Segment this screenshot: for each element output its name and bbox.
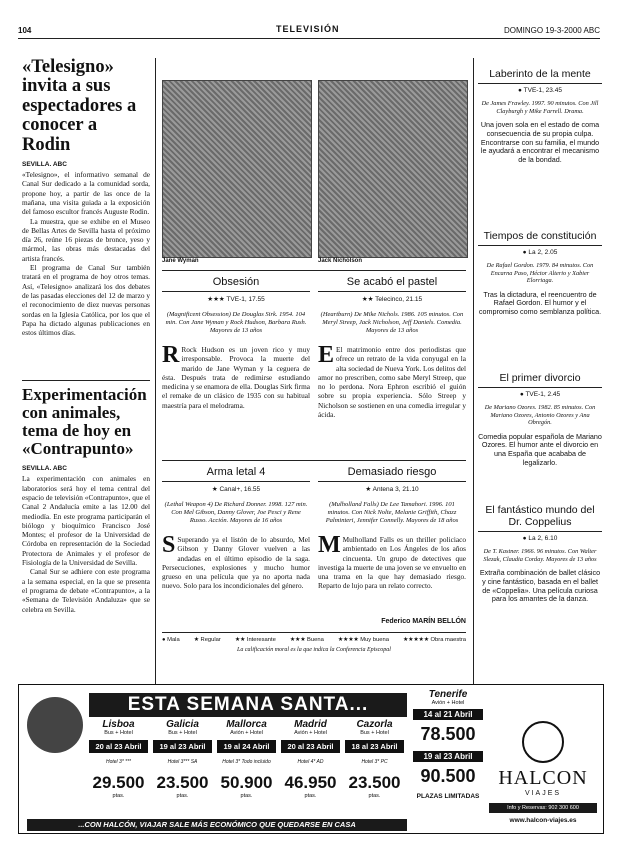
- article-headline: Experimentación con animales, tema de hoy en «Contrapunto»: [22, 385, 147, 458]
- destination-name: Madrid: [294, 719, 327, 730]
- destination-price: 46.950: [284, 773, 337, 792]
- section-title: TELEVISIÓN: [276, 24, 340, 34]
- tenerife-offer[interactable]: Tenerife Avión + Hotel 14 al 21 Abril 78.500 19 al 23 Abril 90.500 PLAZAS LIMITADAS: [413, 689, 483, 817]
- destination-name: Cazorla: [356, 719, 393, 730]
- brand-name: HALCON: [498, 767, 588, 789]
- photo-jack-nicholson: [318, 80, 468, 258]
- film-review: [318, 276, 466, 419]
- film-title: Arma letal 4: [206, 466, 266, 478]
- destination-card[interactable]: Galicia Bus + Hotel 19 al 23 Abril Hotel 3*** SA 23.500 ptas.: [153, 719, 212, 817]
- legend-item: ★★★★★ Obra maestra: [402, 637, 466, 643]
- destination-card[interactable]: Cazorla Bus + Hotel 18 al 23 Abril Hotel 3* PC 23.500 ptas.: [345, 719, 404, 817]
- article-byline: SEVILLA. ABC: [22, 465, 67, 473]
- legend-item: ● Mala: [162, 637, 180, 643]
- divider: [162, 460, 466, 461]
- destination-price: 90.500: [420, 766, 476, 786]
- film-rating: ★★ Telecinco, 21.15: [361, 296, 423, 303]
- film-credits: De James Frawley. 1997. 90 minutos. Con Jill Clayburgh y Mike Farrell. Drama.: [481, 100, 599, 115]
- destination-card[interactable]: Lisboa Bus + Hotel 20 al 23 Abril Hotel 3* *** 29.500 ptas.: [89, 719, 148, 817]
- film-credits: De Mariano Ozores. 1982. 85 minutos. Con Mariano Ozores, Antonio Ozores y Ana Obregón.: [484, 404, 596, 427]
- film-title: Se acabó el pastel: [346, 276, 438, 288]
- film-rating: ★ Canal+, 16.55: [211, 486, 261, 493]
- film-rating: ● TVE-1, 23.45: [518, 87, 562, 94]
- film-rating: ★ Antena 3, 21.10: [365, 486, 419, 493]
- article-paragraph: La experimentación con animales en laboratorios será hoy el tema central del espacio de televisión «Contrapunto», que el Canal 2 Andalucía emite a las 12.00 del mediodía. En este programa participarán el biólogo y bioquímico Francisco José Montes; el profesor de la Universidad de Córdoba en representación de la Sociedad Protectora de Animales y el profesor de Fisiología de la Universidad de Sevilla.: [22, 474, 150, 568]
- sidebar-film: [478, 230, 602, 317]
- film-rating: ★★★ TVE-1, 17.55: [207, 296, 265, 303]
- film-credits: De Rafael Gordon. 1979. 84 minutos. Con Encarna Paso, Héctor Alterio y Xabier Elorriaga.: [486, 262, 594, 285]
- film-credits: (Magnificent Obsession) De Douglas Sirk. 1954. 104 min. Con Jane Wyman y Rock Hudson, Barbara Rush. Mayores de 13 años: [165, 311, 307, 334]
- film-title: El fantástico mundo del Dr. Coppelius: [485, 504, 595, 528]
- destination-card[interactable]: Madrid Avión + Hotel 20 al 23 Abril Hotel 4* AD 46.950 ptas.: [281, 719, 340, 817]
- article-headline: «Telesigno» invita a sus espectadores a conocer a Rodin: [22, 57, 137, 155]
- destination-price: 50.900: [220, 773, 273, 792]
- globe-logo: [27, 697, 83, 753]
- film-title: Demasiado riesgo: [347, 466, 437, 478]
- rating-legend: [162, 637, 466, 643]
- article-paragraph: «Telesigno», el informativo semanal de Canal Sur dedicado a la comunidad sorda, propone hoy, a partir de las once de la mañana, una visita guiada a la exposición del famoso escultor francés Auguste Rodin.: [22, 170, 150, 217]
- legend-item: ★★★★ Muy buena: [337, 637, 389, 643]
- photo-caption: Jane Wyman: [162, 258, 199, 264]
- sidebar-film: [478, 372, 602, 468]
- film-title: Tiempos de constitución: [483, 230, 597, 242]
- film-rating: ● La 2, 6.10: [522, 535, 558, 542]
- film-text: S Superando ya el listón de lo absurdo, Mel Gibson y Danny Glover vuelven a las andadas en el último episodio de la saga. Persecuciones, explosiones y mucho humor grueso en una película que ya no aporta nada nuevo. Solo para los incondicionales del género.: [162, 532, 310, 591]
- halcon-logo: [522, 721, 564, 763]
- film-text: Tras la dictadura, el reencuentro de Rafael Gordon. El humor y el compromiso como semblanza política.: [478, 289, 602, 317]
- film-rating: ● La 2, 2.05: [522, 249, 558, 256]
- column-divider: [155, 58, 156, 684]
- divider: [162, 270, 466, 271]
- destination-name: Lisboa: [102, 719, 135, 730]
- page-header: [18, 24, 600, 39]
- photo-caption: Jack Nicholson: [318, 258, 363, 264]
- divider: [162, 632, 466, 633]
- destination-name: Galicia: [166, 719, 199, 730]
- film-text: M Mulholland Falls es un thriller policiaco ambientado en Los Ángeles de los años cincuenta. Un grupo de detectives que investiga la muerte de una joven se ve envuelto en una trama en la que hay demasiado riesgo. Reparto de lujo para un relato correcto.: [318, 532, 466, 591]
- legend-item: ★ Regular: [193, 637, 221, 643]
- destinations: [89, 719, 409, 817]
- limited-seats: PLAZAS LIMITADAS: [416, 793, 480, 800]
- destination-price: 23.500: [348, 773, 401, 792]
- legend-item: ★★★ Buena: [289, 637, 324, 643]
- issue-date: DOMINGO 19-3-2000 ABC: [503, 26, 600, 35]
- ad-headline: ESTA SEMANA SANTA...: [89, 693, 407, 717]
- article-paragraph: Canal Sur se adhiere con este programa a la semana especial, en la que se presenta el programa de debate «Contrapunto», a la «Semana de Televisión Andaluza» que se celebra en Sevilla.: [22, 567, 150, 614]
- film-credits: De T. Kastner. 1966. 96 minutos. Con Walter Slezak, Claudia Corday. Mayores de 13 años: [483, 548, 597, 563]
- brand-phone: Info y Reservas: 902 300 600: [489, 803, 597, 813]
- film-title: Obsesión: [212, 276, 260, 288]
- film-title: Laberinto de la mente: [489, 68, 591, 80]
- film-credits: (Mulholland Falls) De Lee Tamahori. 1996. 101 minutos. Con Nick Nolte, Melanie Griffith, Chazz Palminteri, Jennifer Connelly. Mayores de 18 años: [325, 501, 459, 524]
- halcon-brand: HALCON VIAJES Info y Reservas: 902 300 600: [489, 721, 597, 813]
- halcon-advertisement: [18, 684, 604, 834]
- film-title: El primer divorcio: [499, 372, 581, 384]
- sidebar-film: [478, 504, 602, 604]
- film-text: Una joven sola en el estado de coma consecuencia de su propia culpa. Encontrarse con su familia, el mundo le ayudará a encontrar el mecanismo de la bondad.: [480, 120, 600, 164]
- article-paragraph: La muestra, que se exhibe en el Museo de Bellas Artes de Sevilla hasta el próximo día 26, reúne 16 piezas de bronce, yeso y mármol, las obras más destacadas del artista francés.: [22, 216, 150, 263]
- article-telesigno: [22, 58, 150, 337]
- film-credits: (Lethal Weapon 4) De Richard Donner. 1998. 127 min. Con Mel Gibson, Danny Glover, Joe Pesci y Rene Russo. Acción. Mayores de 16 años: [164, 501, 308, 524]
- destination-price: 23.500: [156, 773, 209, 792]
- divider: [22, 380, 150, 381]
- column-divider: [473, 58, 474, 684]
- film-text: Comedia popular española de Mariano Ozores. El humor ante el divorcio en una España que acababa de legalizarlo.: [478, 431, 602, 467]
- film-text: E El matrimonio entre dos periodistas que ofrece un retrato de la vida conyugal en la alta sociedad de Nueva York. Los delitos del amor no prescriben, como sabe Meryl Streep, que no lo perdona. Nora Ephron escribió el guión sobre su propia experiencia. Sólo Streep y Nicholson se sostienen en una comedia irregular y ácida.: [318, 342, 466, 420]
- photo-jane-wyman: [162, 80, 312, 258]
- film-review: [318, 466, 466, 591]
- destination-name: Tenerife: [428, 689, 468, 700]
- film-text: R Rock Hudson es un joven rico y muy irresponsable. Provoca la muerte del marido de Jane Wyman y la ceguera de ésta. Después trata de redimirse estudiando medicina y se enamora de ella. Douglas Sirk firma el remake de un clásico de 1935 con su habitual maestría para el melodrama.: [162, 342, 310, 410]
- destination-price: 78.500: [420, 724, 476, 744]
- legend-note: La calificación moral es la que indica la Conferencia Episcopal: [237, 647, 391, 653]
- article-byline: SEVILLA. ABC: [22, 161, 67, 169]
- page-number: 104: [18, 26, 32, 35]
- destination-card[interactable]: Mallorca Avión + Hotel 19 al 24 Abril Hotel 3* Todo incluido 50.900 ptas.: [217, 719, 276, 817]
- author-signature: Federico MARÍN BELLÓN: [381, 618, 466, 625]
- article-paragraph: El programa de Canal Sur también tratará en el programa de hoy otros temas. Así, «Telesigno» analizará los dos debates de las pasadas elecciones del 12 de marzo y el reconocimiento de diez nuevas personas sordas en la Iglesia Católica, por los que el Papa ha dictado algunas publicaciones en estos últimos días.: [22, 263, 150, 338]
- film-credits: (Heartburn) De Mike Nichols. 1986. 105 minutos. Con Meryl Streep, Jack Nicholson, Jeff Daniels. Comedia. Mayores de 13 años: [320, 311, 464, 334]
- destination-name: Mallorca: [226, 719, 267, 730]
- film-rating: ● TVE-1, 2.45: [519, 391, 561, 398]
- sidebar-film: [478, 68, 602, 165]
- article-contrapunto: [22, 386, 150, 614]
- destination-price: 29.500: [92, 773, 145, 792]
- legend-item: ★★ Interesante: [234, 637, 276, 643]
- web-link[interactable]: www.halcon-viajes.es: [509, 817, 577, 824]
- film-review: [162, 276, 310, 410]
- film-review: [162, 466, 310, 591]
- film-text: Extraña combinación de ballet clásico y cine fantástico, basada en el ballet de «Coppelia». Una película curiosa para los amantes de la danza.: [479, 568, 601, 604]
- ad-slogan: ...CON HALCÓN, VIAJAR SALE MÁS ECONÓMICO QUE QUEDARSE EN CASA: [27, 819, 407, 831]
